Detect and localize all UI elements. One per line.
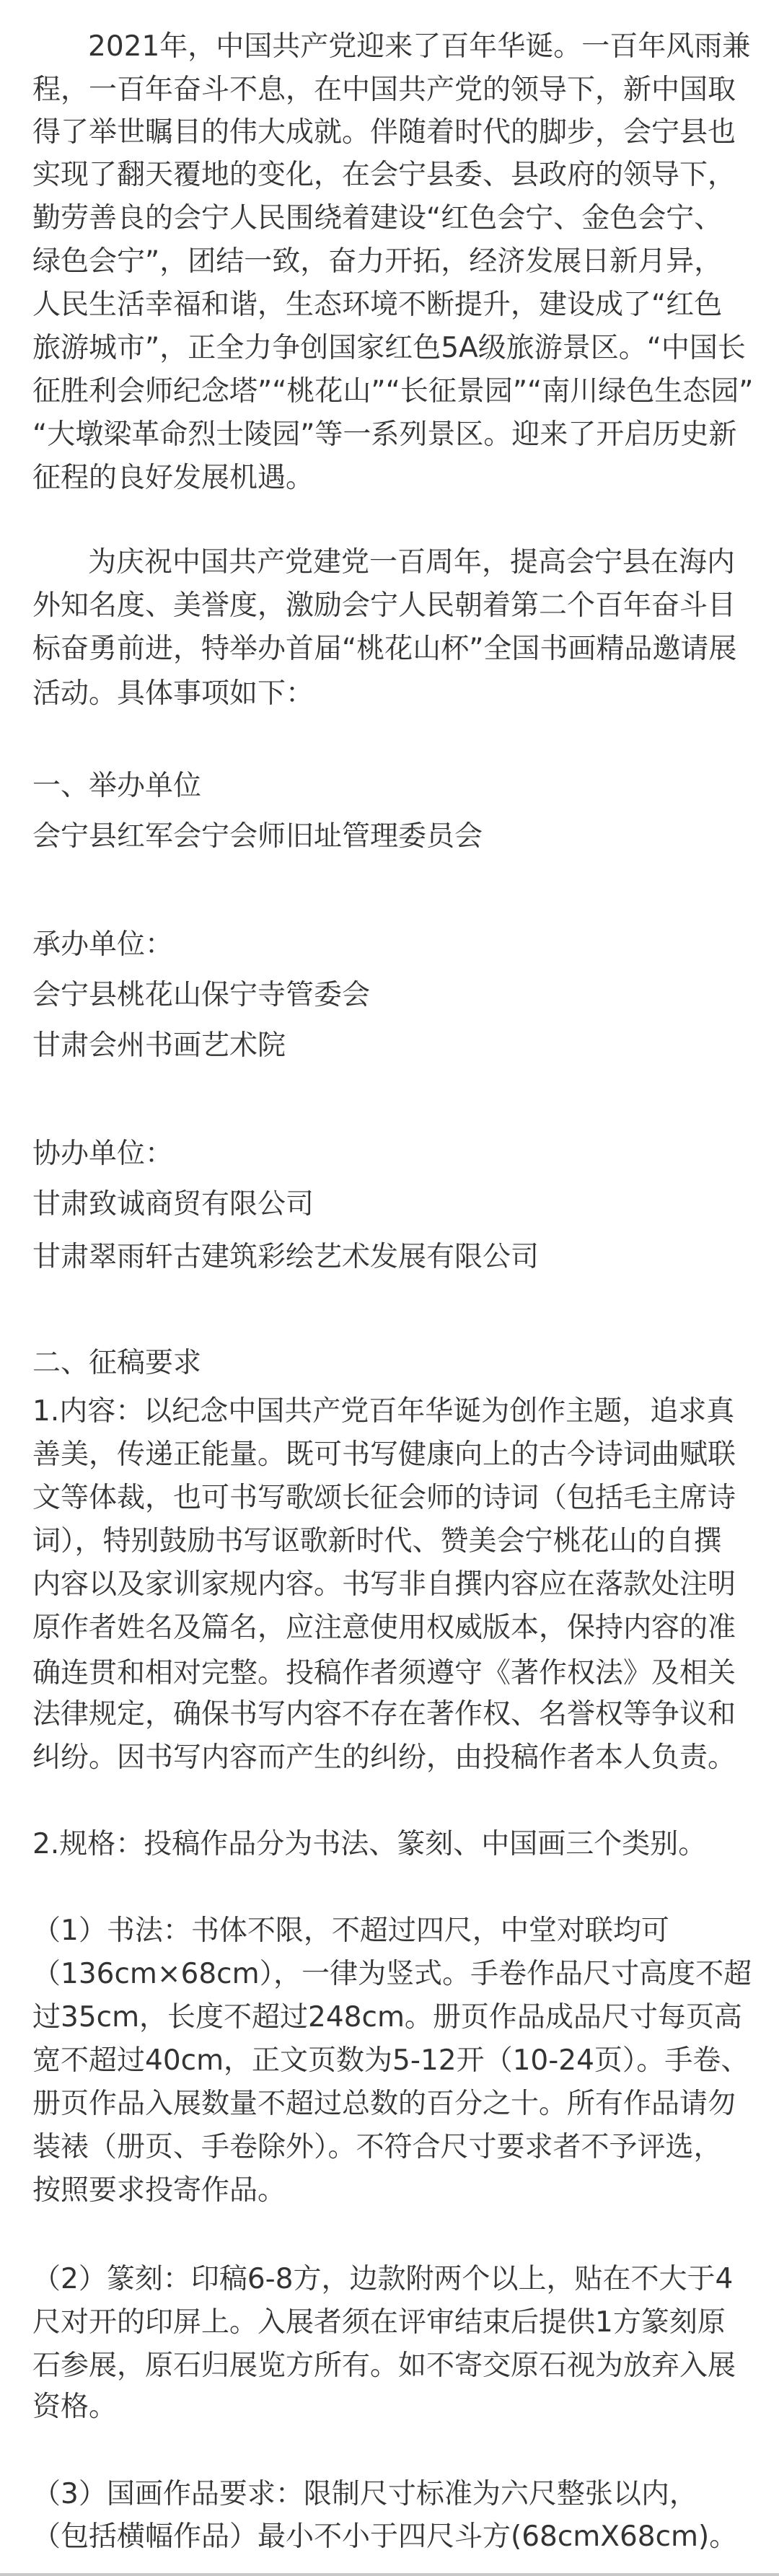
paragraph-line: 内容以及家训家规内容。书写非自撰内容应在落款处注明 — [32, 1568, 736, 1601]
section-heading: 二、征稿要求 — [32, 1347, 202, 1379]
paragraph-line: 纠纷。因书写内容而产生的纠纷，由投稿作者本人负责。 — [32, 1741, 736, 1774]
paragraph-line: 人民生活幸福和谐，生态环境不断提升，建设成了“红色 — [32, 289, 723, 321]
paragraph-line: 善美，传递正能量。既可书写健康向上的古今诗词曲赋联 — [32, 1438, 736, 1471]
paragraph-line: 勤劳善良的会宁人民围绕着建设“红色会宁、金色会宁、 — [32, 202, 723, 234]
paragraph-line: （3）国画作品要求：限制尺寸标准为六尺整张以内， — [32, 2478, 697, 2510]
assisting-unit: 甘肃翠雨轩古建筑彩绘艺术发展有限公司 — [32, 1241, 540, 1273]
paragraph-line: 标奋勇前进，特举办首届“桃花山杯”全国书画精品邀请展 — [32, 633, 737, 665]
paragraph-line: （2）篆刻：印稿6-8方，边款附两个以上，贴在不大于4 — [32, 2263, 734, 2295]
paragraph-line: 征程的良好发展机遇。 — [32, 462, 314, 494]
paragraph-line: （1）书法：书体不限，不超过四尺，中堂对联均可 — [32, 1915, 669, 1947]
paragraph-line: 活动。具体事项如下： — [32, 677, 314, 710]
paragraph-line: 文等体裁，也可书写歌颂长征会师的诗词（包括毛主席诗 — [32, 1482, 736, 1514]
paragraph-line: 资格。 — [32, 2391, 118, 2423]
host-unit: 会宁县红军会宁会师旧址管理委员会 — [32, 820, 483, 853]
paragraph-line: 石参展，原石归展览方所有。如不寄交原石视为放弃入展 — [32, 2349, 736, 2382]
paragraph-line: 为庆祝中国共产党建党一百周年，提高会宁县在海内 — [88, 546, 736, 579]
paragraph-line: 宽不超过40cm，正文页数为5-12开（10-24页）。手卷、 — [32, 2044, 749, 2077]
paragraph-line: 确连贯和相对完整。投稿作者须遵守《著作权法》及相关 — [32, 1657, 736, 1689]
paragraph-line: 2021年，中国共产党迎来了百年华诞。一百年风雨兼 — [88, 30, 751, 63]
paragraph-line: 尺对开的印屏上。入展者须在评审结束后提供1方篆刻原 — [32, 2306, 726, 2339]
paragraph-line: 实现了翻天覆地的变化，在会宁县委、县政府的领导下， — [32, 159, 736, 191]
paragraph-line: 词），特别鼓励书写讴歌新时代、赞美会宁桃花山的自撰 — [32, 1525, 722, 1557]
paragraph-line: 法律规定，确保书写内容不存在著作权、名誉权等争议和 — [32, 1698, 736, 1731]
paragraph-line: 原作者姓名及篇名，应注意使用权威版本，保持内容的准 — [32, 1612, 736, 1644]
paragraph-line: 绿色会宁”，团结一致，奋力开拓，经济发展日新月异， — [32, 245, 723, 278]
co-organizer-label: 承办单位： — [32, 928, 174, 961]
co-organizer: 会宁县桃花山保宁寺管委会 — [32, 979, 371, 1011]
co-organizer: 甘肃会州书画艺术院 — [32, 1029, 286, 1062]
paragraph-line: （136cm×68cm），一律为竖式。手卷作品尺寸高度不超 — [32, 1958, 752, 1990]
paragraph-line: 1.内容：以纪念中国共产党百年华诞为创作主题，追求真 — [32, 1395, 735, 1428]
paragraph-line: 按照要求投寄作品。 — [32, 2174, 286, 2207]
assisting-label: 协办单位： — [32, 1138, 174, 1170]
paragraph-line: “大墩梁革命烈士陵园”等一系列景区。迎来了开启历史新 — [32, 418, 737, 451]
paragraph-line: 程，一百年奋斗不息，在中国共产党的领导下，新中国取 — [32, 74, 736, 106]
spec-requirement: 2.规格：投稿作品分为书法、篆刻、中国画三个类别。 — [32, 1828, 707, 1860]
section-heading: 一、举办单位 — [32, 770, 202, 802]
paragraph-line: 装裱（册页、手卷除外）。不符合尺寸要求者不予评选， — [32, 2131, 722, 2163]
paragraph-line: 旅游城市”，正全力争创国家红色5A级旅游景区。“中国长 — [32, 332, 746, 364]
paragraph-line: 得了举世瞩目的伟大成就。伴随着时代的脚步，会宁县也 — [32, 116, 736, 149]
paragraph-line: 过35cm，长度不超过248cm。册页作品成品尺寸每页高 — [32, 2001, 742, 2034]
bottom-divider — [0, 2573, 779, 2576]
paragraph-line: （包括横幅作品）最小不小于四尺斗方(68cmX68cm)。 — [32, 2520, 738, 2553]
paragraph-line: 外知名度、美誉度，激励会宁人民朝着第二个百年奋斗目 — [32, 589, 736, 622]
assisting-unit: 甘肃致诚商贸有限公司 — [32, 1188, 314, 1221]
paragraph-line: 册页作品入展数量不超过总数的百分之十。所有作品请勿 — [32, 2088, 736, 2120]
paragraph-line: 征胜利会师纪念塔”“桃花山”“长征景园”“南川绿色生态园” — [32, 375, 754, 408]
